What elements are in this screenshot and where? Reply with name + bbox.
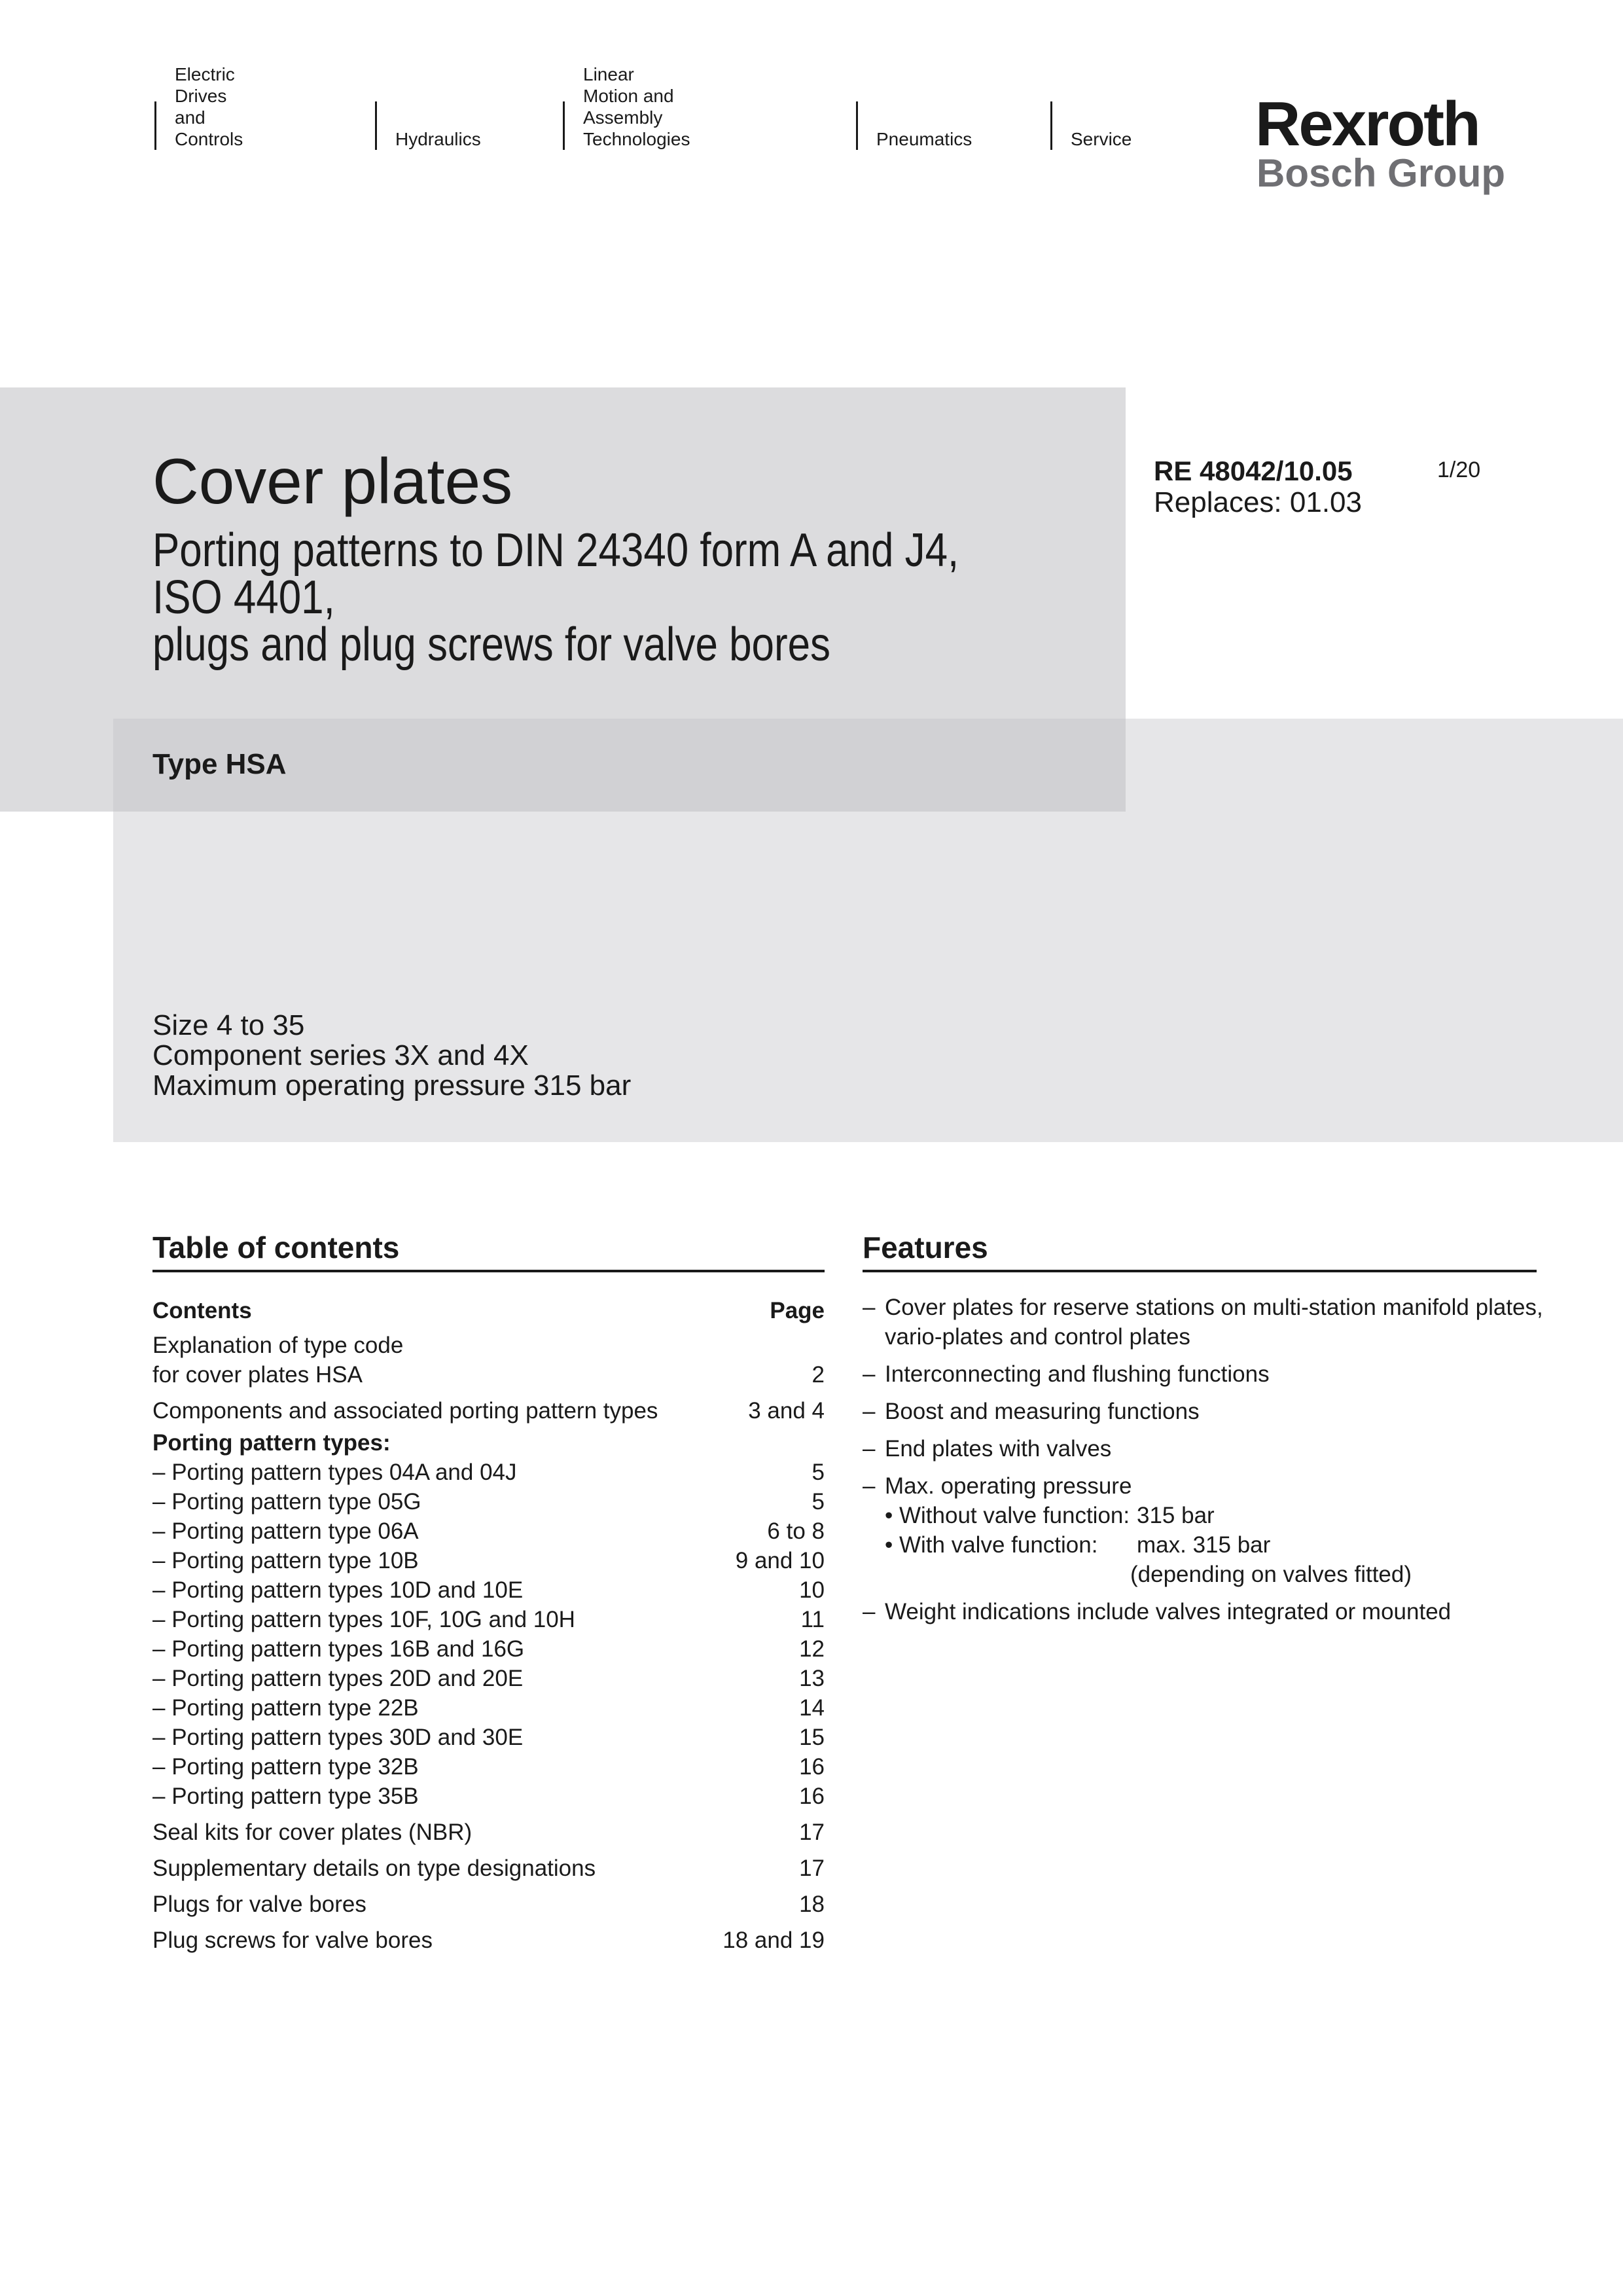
toc-row (152, 1890, 825, 1919)
toc-entry-label: – Porting pattern types 16B and 16G (152, 1636, 525, 1662)
pressure-value: 315 bar (1137, 1503, 1215, 1528)
toc-entry-page: 10 (799, 1577, 825, 1603)
toc-row (152, 1516, 825, 1546)
division-label: Service (1071, 129, 1132, 149)
features-list (863, 1293, 1550, 1634)
feature-item (863, 1597, 1550, 1626)
toc-entry-label: – Porting pattern types 20D and 20E (152, 1666, 524, 1691)
spec-summary (152, 1011, 631, 1101)
feature-text: Weight indications include valves integrated or mounted (885, 1599, 1452, 1624)
toc-entry-label: – Porting pattern types 10D and 10E (152, 1577, 524, 1603)
toc-row (152, 1575, 825, 1605)
toc-row (152, 1664, 825, 1693)
toc-entry-label: – Porting pattern type 35B (152, 1784, 419, 1809)
toc-entry-label: Supplementary details on type designations (152, 1856, 596, 1881)
toc-entry-page: 15 (799, 1725, 825, 1750)
division-label: Linear Motion and Assembly Technologies (583, 64, 690, 149)
toc-entry-page: 5 (812, 1460, 825, 1485)
feature-pressure (863, 1471, 1550, 1589)
toc-row (152, 1723, 825, 1752)
toc-entry-page: 11 (800, 1607, 825, 1632)
subtitle-line: ISO 4401, (152, 571, 335, 624)
division-label: Hydraulics (395, 129, 481, 149)
toc-entry-label: – Porting pattern types 04A and 04J (152, 1460, 517, 1485)
feature-text: Boost and measuring functions (885, 1399, 1200, 1424)
toc-header-row (152, 1293, 825, 1329)
feature-item (863, 1434, 1550, 1463)
feature-text: Interconnecting and flushing functions (885, 1361, 1270, 1387)
toc-heading: Table of contents (152, 1230, 400, 1265)
toc-row (152, 1546, 825, 1575)
feature-dash: – (863, 1399, 876, 1424)
toc-entry-label: – Porting pattern type 10B (152, 1548, 419, 1573)
type-label: Type HSA (152, 748, 287, 780)
page-number: 1/20 (1437, 457, 1481, 482)
toc-row (152, 1487, 825, 1516)
division-electric-drives (154, 64, 243, 150)
toc-row (152, 1458, 825, 1487)
toc-row (152, 1752, 825, 1782)
toc-entry-label: – Porting pattern type 05G (152, 1489, 421, 1515)
toc-row (152, 1605, 825, 1634)
toc-entry-page: 16 (799, 1754, 825, 1780)
replaces-text: Replaces: 01.03 (1154, 486, 1362, 518)
features-heading: Features (863, 1230, 988, 1265)
toc-entry-page: 3 and 4 (748, 1398, 825, 1424)
toc-row (152, 1782, 825, 1811)
document-title: Cover plates (152, 445, 513, 517)
toc-entry-label: – Porting pattern type 32B (152, 1754, 419, 1780)
rexroth-logo: Rexroth (1255, 89, 1479, 159)
feature-item (863, 1397, 1550, 1426)
division-hydraulics (375, 101, 481, 150)
subtitle-line: plugs and plug screws for valve bores (152, 619, 830, 671)
toc-row (152, 1926, 825, 1955)
toc-entry-label: – Porting pattern type 22B (152, 1695, 419, 1721)
feature-text: Cover plates for reserve stations on multi-station manifold plates, vario-plates and control plates (885, 1295, 1543, 1350)
toc-entry-page: 17 (799, 1820, 825, 1845)
toc-entry-page: 6 to 8 (767, 1518, 825, 1544)
toc-group-label: Porting pattern types: (152, 1430, 391, 1456)
toc-entry-label: Plugs for valve bores (152, 1892, 366, 1917)
feature-dash: – (863, 1361, 876, 1387)
toc-entry-label: Components and associated porting pattern types (152, 1398, 658, 1424)
toc-rule (152, 1270, 825, 1272)
features-rule (863, 1270, 1537, 1272)
toc-entry-page: 13 (799, 1666, 825, 1691)
subtitle-line: Porting patterns to DIN 24340 form A and J4, (152, 524, 959, 577)
division-label: Pneumatics (876, 129, 972, 149)
pressure-value: max. 315 bar (1137, 1532, 1271, 1558)
division-linear-motion (563, 64, 690, 150)
toc-group-heading (152, 1428, 825, 1458)
feature-dash: – (863, 1295, 876, 1320)
toc-entry-label: – Porting pattern type 06A (152, 1518, 419, 1544)
division-pneumatics (856, 101, 972, 150)
toc-entry-page: 12 (799, 1636, 825, 1662)
pressure-note: (depending on valves fitted) (1130, 1562, 1412, 1587)
toc-entry-page: 18 and 19 (722, 1928, 825, 1953)
bosch-group-logo: Bosch Group (1257, 151, 1506, 195)
division-label: Electric Drives and Controls (175, 64, 243, 149)
toc-row (152, 1693, 825, 1723)
toc-row (152, 1854, 825, 1883)
feature-dash: – (863, 1436, 876, 1462)
toc-entry-label: Plug screws for valve bores (152, 1928, 433, 1953)
spec-line: Size 4 to 35 (152, 1009, 305, 1041)
feature-text: End plates with valves (885, 1436, 1112, 1462)
toc-entry-label: Explanation of type code for cover plates HSA (152, 1333, 404, 1388)
feature-text: Max. operating pressure (885, 1473, 1132, 1499)
toc-entry-page: 16 (799, 1784, 825, 1809)
table-of-contents (152, 1293, 825, 1955)
toc-row (152, 1396, 825, 1426)
toc-entry-page: 17 (799, 1856, 825, 1881)
document-subtitle (152, 524, 959, 671)
toc-entry-page: 14 (799, 1695, 825, 1721)
toc-row (152, 1331, 825, 1390)
toc-entry-label: Seal kits for cover plates (NBR) (152, 1820, 473, 1845)
feature-item (863, 1359, 1550, 1389)
spec-line: Component series 3X and 4X (152, 1039, 529, 1071)
division-service (1050, 101, 1132, 150)
feature-item (863, 1293, 1550, 1352)
re-number: RE 48042/10.05 (1154, 456, 1353, 486)
pressure-without-valve (885, 1501, 1550, 1530)
toc-row (152, 1634, 825, 1664)
toc-row (152, 1818, 825, 1847)
spec-line: Maximum operating pressure 315 bar (152, 1069, 632, 1102)
toc-entry-page: 2 (812, 1362, 825, 1388)
pressure-label: • With valve function: (885, 1532, 1098, 1558)
toc-entry-page: 5 (812, 1489, 825, 1515)
feature-dash: – (863, 1599, 876, 1624)
toc-col-contents: Contents (152, 1298, 252, 1323)
feature-dash: – (863, 1473, 876, 1499)
toc-col-page: Page (770, 1298, 825, 1323)
pressure-with-valve (885, 1530, 1550, 1560)
toc-entry-label: – Porting pattern types 10F, 10G and 10H (152, 1607, 575, 1632)
toc-entry-page: 18 (799, 1892, 825, 1917)
toc-entry-label: – Porting pattern types 30D and 30E (152, 1725, 524, 1750)
pressure-label: • Without valve function: (885, 1503, 1130, 1528)
toc-entry-page: 9 and 10 (735, 1548, 825, 1573)
